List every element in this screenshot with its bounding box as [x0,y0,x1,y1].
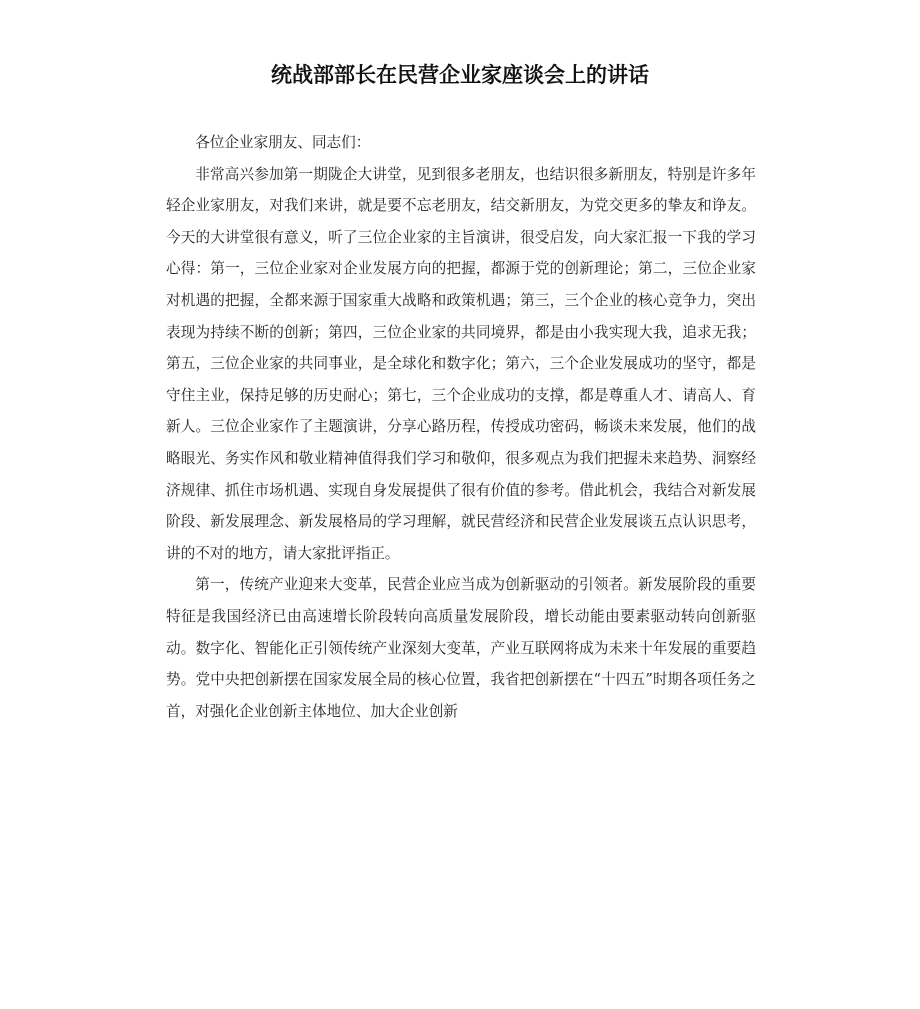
point-one-paragraph: 第一，传统产业迎来大变革，民营企业应当成为创新驱动的引领者。新发展阶段的重要特征是我国经济已由高速增长阶段转向高质量发展阶段，增长动能由要素驱动转向创新驱动。数字化、智能化正引领传统产业深刻大变革，产业互联网将成为未来十年发展的重要趋势。党中央把创新摆在国家发展全局的核心位置，我省把创新摆在“十四五”时期各项任务之首，对强化企业创新主体地位、加大企业创新 [166,576,756,720]
intro-paragraph: 非常高兴参加第一期陇企大讲堂，见到很多老朋友，也结识很多新朋友，特别是许多年轻企业家朋友，对我们来讲，就是要不忘老朋友，结交新朋友，为党交更多的挚友和诤友。今天的大讲堂很有意义，听了三位企业家的主旨演讲，很受启发，向大家汇报一下我的学习心得：第一，三位企业家对企业发展方向的把握，都源于党的创新理论；第二，三位企业家对机遇的把握，全都来源于国家重大战略和政策机遇；第三，三个企业的核心竞争力，突出表现为持续不断的创新；第四，三位企业家的共同境界，都是由小我实现大我，追求无我；第五，三位企业家的共同事业，是全球化和数字化；第六，三个企业发展成功的坚守，都是守住主业，保持足够的历史耐心；第七，三个企业成功的支撑，都是尊重人才、请高人、育新人。三位企业家作了主题演讲，分享心路历程，传授成功密码，畅谈未来发展，他们的战略眼光、务实作风和敬业精神值得我们学习和敬仰，很多观点为我们把握未来趋势、洞察经济规律、抓住市场机遇、实现自身发展提供了很有价值的参考。借此机会，我结合对新发展阶段、新发展理念、新发展格局的学习理解，就民营经济和民营企业发展谈五点认识思考，讲的不对的地方，请大家批评指正。 [166,165,756,562]
document-title: 统战部部长在民营企业家座谈会上的讲话 [271,63,649,87]
document-body [166,127,756,727]
salutation-paragraph: 各位企业家朋友、同志们： [195,134,371,151]
